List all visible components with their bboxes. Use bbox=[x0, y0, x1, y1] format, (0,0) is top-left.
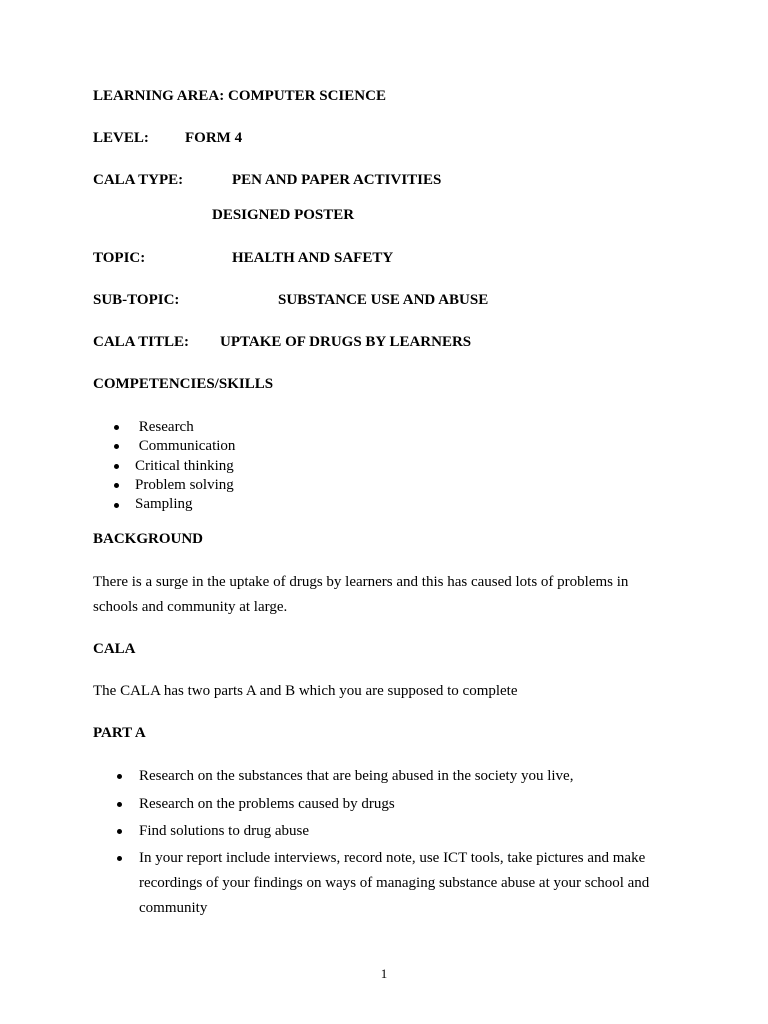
page-number: 1 bbox=[380, 966, 388, 981]
topic-value: HEALTH AND SAFETY bbox=[232, 250, 394, 266]
bullet-icon bbox=[114, 425, 119, 430]
topic-label: TOPIC: bbox=[93, 250, 146, 266]
bullet-icon bbox=[117, 829, 122, 834]
bullet-icon bbox=[114, 464, 119, 469]
learning-area: LEARNING AREA: COMPUTER SCIENCE bbox=[93, 88, 386, 104]
cala-type-value-secondary: DESIGNED POSTER bbox=[212, 207, 355, 223]
list-item-continuation: community bbox=[139, 900, 208, 916]
list-item: Research on the problems caused by drugs bbox=[139, 796, 395, 812]
cala-type-label: CALA TYPE: bbox=[93, 172, 184, 188]
bullet-icon bbox=[114, 503, 119, 508]
list-item: Problem solving bbox=[135, 477, 234, 493]
list-item: In your report include interviews, record note, use ICT tools, take pictures and make bbox=[139, 850, 646, 866]
background-text-line: There is a surge in the uptake of drugs by learners and this has caused lots of problems in bbox=[93, 574, 629, 590]
part-a-heading: PART A bbox=[93, 725, 146, 741]
competencies-heading: COMPETENCIES/SKILLS bbox=[93, 376, 274, 392]
list-item: Communication bbox=[135, 438, 236, 454]
list-item: Critical thinking bbox=[135, 458, 234, 474]
list-item: Find solutions to drug abuse bbox=[139, 823, 310, 839]
list-item-continuation: recordings of your findings on ways of managing substance abuse at your school and bbox=[139, 875, 650, 891]
cala-title-label: CALA TITLE: bbox=[93, 334, 190, 350]
background-heading: BACKGROUND bbox=[93, 531, 204, 547]
cala-text: The CALA has two parts A and B which you are supposed to complete bbox=[93, 683, 518, 699]
level-label: LEVEL: bbox=[93, 130, 149, 146]
cala-heading: CALA bbox=[93, 641, 136, 657]
background-text-line: schools and community at large. bbox=[93, 599, 288, 615]
list-item: Sampling bbox=[135, 496, 193, 512]
bullet-icon bbox=[117, 774, 122, 779]
list-item: Research bbox=[135, 419, 194, 435]
bullet-icon bbox=[117, 856, 122, 861]
cala-type-value: PEN AND PAPER ACTIVITIES bbox=[232, 172, 442, 188]
subtopic-label: SUB-TOPIC: bbox=[93, 292, 180, 308]
bullet-icon bbox=[114, 444, 119, 449]
cala-title-value: UPTAKE OF DRUGS BY LEARNERS bbox=[220, 334, 472, 350]
bullet-icon bbox=[117, 802, 122, 807]
bullet-icon bbox=[114, 483, 119, 488]
list-item: Research on the substances that are being abused in the society you live, bbox=[139, 768, 574, 784]
level-value: FORM 4 bbox=[185, 130, 243, 146]
subtopic-value: SUBSTANCE USE AND ABUSE bbox=[278, 292, 489, 308]
